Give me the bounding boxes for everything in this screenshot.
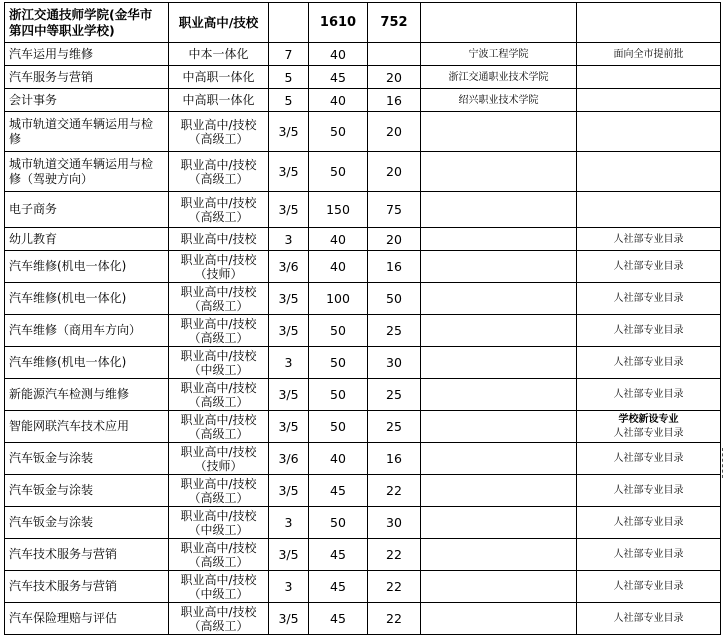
header-note: [577, 3, 721, 43]
table-row: [5, 507, 721, 539]
enroll-cell: 25: [368, 315, 421, 347]
plan-cell: 50: [309, 112, 368, 152]
enroll-cell: 16: [368, 443, 421, 475]
partner-cell: [421, 443, 577, 475]
type-cell-line: 职业高中/技校: [180, 572, 257, 587]
enroll-cell: 25: [368, 379, 421, 411]
type-cell-line: （高级工）: [188, 554, 249, 569]
type-cell-line: （高级工）: [188, 171, 249, 186]
type-cell-line: 职业高中/技校: [180, 284, 257, 299]
length-cell: 3/5: [269, 152, 309, 192]
note-cell: 人社部专业目录: [577, 379, 721, 411]
major-cell: 汽车维修（商用车方向）: [5, 315, 169, 347]
major-cell: 电子商务: [5, 192, 169, 228]
type-cell-line: （高级工）: [188, 394, 249, 409]
major-cell: 幼儿教育: [5, 228, 169, 251]
table-row: [5, 251, 721, 283]
type-cell: [169, 539, 269, 571]
type-cell-line: （高级工）: [188, 298, 249, 313]
partner-cell: [421, 411, 577, 443]
partner-cell: [421, 228, 577, 251]
length-cell: 3/6: [269, 251, 309, 283]
enroll-cell: 22: [368, 539, 421, 571]
major-cell: 汽车服务与营销: [5, 66, 169, 89]
length-cell: 5: [269, 66, 309, 89]
enroll-cell: 16: [368, 251, 421, 283]
type-cell-line: 职业高中/技校: [180, 476, 257, 491]
note-cell: [577, 89, 721, 112]
major-cell: 汽车技术服务与营销: [5, 571, 169, 603]
note-cell: 人社部专业目录: [577, 251, 721, 283]
length-cell: 3: [269, 571, 309, 603]
type-cell: [169, 152, 269, 192]
note-cell: [577, 152, 721, 192]
major-cell: 汽车维修(机电一体化): [5, 283, 169, 315]
partner-cell: 浙江交通职业技术学院: [421, 66, 577, 89]
type-cell: 中高职一体化: [169, 66, 269, 89]
length-cell: 3/5: [269, 112, 309, 152]
type-cell: 中高职一体化: [169, 89, 269, 112]
type-cell-line: （高级工）: [188, 330, 249, 345]
type-cell: [169, 443, 269, 475]
partner-cell: [421, 152, 577, 192]
type-cell-line: （高级工）: [188, 426, 249, 441]
type-cell-line: （高级工）: [188, 490, 249, 505]
table-row: [5, 66, 721, 89]
type-cell: [169, 112, 269, 152]
type-cell: [169, 379, 269, 411]
plan-cell: 45: [309, 66, 368, 89]
partner-cell: 绍兴职业技术学院: [421, 89, 577, 112]
note-cell: 人社部专业目录: [577, 539, 721, 571]
type-cell-line: 职业高中/技校: [180, 508, 257, 523]
major-cell: 城市轨道交通车辆运用与检修: [5, 112, 169, 152]
partner-cell: [421, 192, 577, 228]
plan-cell: 45: [309, 539, 368, 571]
length-cell: 3/5: [269, 283, 309, 315]
partner-cell: [421, 507, 577, 539]
header-type: 职业高中/技校: [169, 3, 269, 43]
plan-cell: 45: [309, 571, 368, 603]
note-cell: 人社部专业目录: [577, 228, 721, 251]
length-cell: 3: [269, 347, 309, 379]
type-cell-line: 职业高中/技校: [180, 380, 257, 395]
type-cell-line: 职业高中/技校: [180, 195, 257, 210]
header-enroll: 752: [368, 3, 421, 43]
partner-cell: [421, 283, 577, 315]
type-cell: [169, 507, 269, 539]
major-cell: 会计事务: [5, 89, 169, 112]
type-cell: [169, 347, 269, 379]
partner-cell: [421, 475, 577, 507]
length-cell: 3/5: [269, 603, 309, 635]
enroll-cell: 20: [368, 112, 421, 152]
type-cell: [169, 603, 269, 635]
major-cell: 汽车运用与维修: [5, 43, 169, 66]
type-cell-line: （中级工）: [188, 586, 249, 601]
table-row: [5, 152, 721, 192]
type-cell: [169, 315, 269, 347]
enroll-cell: 20: [368, 152, 421, 192]
plan-cell: 50: [309, 315, 368, 347]
major-cell: 汽车钣金与涂装: [5, 507, 169, 539]
partner-cell: [421, 315, 577, 347]
partner-cell: 宁波工程学院: [421, 43, 577, 66]
note-cell: 人社部专业目录: [577, 443, 721, 475]
enroll-cell: 22: [368, 603, 421, 635]
table-row: [5, 43, 721, 66]
header-row: [5, 3, 721, 43]
type-cell-line: （高级工）: [188, 618, 249, 633]
table-row: [5, 89, 721, 112]
length-cell: 3/5: [269, 315, 309, 347]
major-cell: 汽车维修(机电一体化): [5, 251, 169, 283]
note-cell: [577, 112, 721, 152]
plan-cell: 50: [309, 347, 368, 379]
note-cell: [577, 411, 721, 443]
partner-cell: [421, 347, 577, 379]
table-row: [5, 475, 721, 507]
note-cell: 人社部专业目录: [577, 507, 721, 539]
length-cell: 5: [269, 89, 309, 112]
type-cell-line: 职业高中/技校: [180, 540, 257, 555]
table-row: [5, 603, 721, 635]
enrollment-table: [4, 2, 721, 635]
type-cell-line: 职业高中/技校: [180, 348, 257, 363]
table-row: [5, 379, 721, 411]
table-row: [5, 283, 721, 315]
length-cell: 3/5: [269, 539, 309, 571]
plan-cell: 50: [309, 507, 368, 539]
length-cell: 3/5: [269, 411, 309, 443]
type-cell-line: 职业高中/技校: [180, 412, 257, 427]
major-cell: 汽车钣金与涂装: [5, 443, 169, 475]
enroll-cell: 30: [368, 507, 421, 539]
type-cell-line: 职业高中/技校: [180, 252, 257, 267]
plan-cell: 50: [309, 411, 368, 443]
header-plan: 1610: [309, 3, 368, 43]
type-cell-line: 职业高中/技校: [180, 117, 257, 132]
plan-cell: 40: [309, 43, 368, 66]
table-row: [5, 112, 721, 152]
partner-cell: [421, 539, 577, 571]
type-cell-line: （高级工）: [188, 209, 249, 224]
note-cell: 人社部专业目录: [577, 315, 721, 347]
plan-cell: 45: [309, 603, 368, 635]
note-cell-line: 人社部专业目录: [613, 427, 684, 439]
type-cell-line: 职业高中/技校: [180, 316, 257, 331]
plan-cell: 40: [309, 228, 368, 251]
enroll-cell: 25: [368, 411, 421, 443]
type-cell-line: （中级工）: [188, 522, 249, 537]
partner-cell: [421, 603, 577, 635]
enroll-cell: 30: [368, 347, 421, 379]
partner-cell: [421, 379, 577, 411]
plan-cell: 40: [309, 251, 368, 283]
plan-cell: 45: [309, 475, 368, 507]
note-cell: 人社部专业目录: [577, 347, 721, 379]
major-cell: 汽车保险理赔与评估: [5, 603, 169, 635]
type-cell-line: （高级工）: [188, 131, 249, 146]
type-cell: 职业高中/技校: [169, 228, 269, 251]
major-cell: 城市轨道交通车辆运用与检修（驾驶方向）: [5, 152, 169, 192]
length-cell: 3/5: [269, 379, 309, 411]
plan-cell: 50: [309, 379, 368, 411]
partner-cell: [421, 571, 577, 603]
type-cell: [169, 571, 269, 603]
length-cell: 3: [269, 228, 309, 251]
type-cell: [169, 283, 269, 315]
enroll-cell: 20: [368, 228, 421, 251]
note-cell: 人社部专业目录: [577, 571, 721, 603]
enroll-cell: 22: [368, 475, 421, 507]
enroll-cell: 20: [368, 66, 421, 89]
table-row: [5, 443, 721, 475]
page-edge-marker: [722, 448, 723, 478]
enroll-cell: 16: [368, 89, 421, 112]
length-cell: 3/6: [269, 443, 309, 475]
type-cell: [169, 475, 269, 507]
type-cell-line: （技师）: [194, 266, 243, 281]
table-row: [5, 228, 721, 251]
enroll-cell: [368, 43, 421, 66]
major-cell: 汽车技术服务与营销: [5, 539, 169, 571]
plan-cell: 100: [309, 283, 368, 315]
length-cell: 3/5: [269, 475, 309, 507]
enroll-cell: 50: [368, 283, 421, 315]
note-cell-line: 学校新设专业: [618, 413, 679, 425]
type-cell-line: 职业高中/技校: [180, 157, 257, 172]
type-cell-line: （技师）: [194, 458, 243, 473]
type-cell: [169, 411, 269, 443]
table-row: [5, 315, 721, 347]
note-cell: 人社部专业目录: [577, 283, 721, 315]
table-row: [5, 411, 721, 443]
major-cell: 新能源汽车检测与维修: [5, 379, 169, 411]
plan-cell: 40: [309, 443, 368, 475]
length-cell: 3: [269, 507, 309, 539]
length-cell: 7: [269, 43, 309, 66]
header-partner: [421, 3, 577, 43]
plan-cell: 40: [309, 89, 368, 112]
enroll-cell: 22: [368, 571, 421, 603]
table-row: [5, 347, 721, 379]
school-name: 浙江交通技师学院(金华市第四中等职业学校): [5, 3, 169, 43]
type-cell: 中本一体化: [169, 43, 269, 66]
major-cell: 汽车维修(机电一体化): [5, 347, 169, 379]
major-cell: 汽车钣金与涂装: [5, 475, 169, 507]
plan-cell: 50: [309, 152, 368, 192]
header-len: [269, 3, 309, 43]
note-cell: 面向全市提前批: [577, 43, 721, 66]
plan-cell: 150: [309, 192, 368, 228]
note-cell: [577, 66, 721, 89]
partner-cell: [421, 112, 577, 152]
type-cell: [169, 192, 269, 228]
length-cell: 3/5: [269, 192, 309, 228]
note-cell: 人社部专业目录: [577, 475, 721, 507]
type-cell-line: 职业高中/技校: [180, 604, 257, 619]
enroll-cell: 75: [368, 192, 421, 228]
table-row: [5, 192, 721, 228]
note-cell: [577, 192, 721, 228]
note-cell: 人社部专业目录: [577, 603, 721, 635]
type-cell-line: （中级工）: [188, 362, 249, 377]
type-cell-line: 职业高中/技校: [180, 444, 257, 459]
table-row: [5, 539, 721, 571]
type-cell: [169, 251, 269, 283]
partner-cell: [421, 251, 577, 283]
major-cell: 智能网联汽车技术应用: [5, 411, 169, 443]
table-row: [5, 571, 721, 603]
